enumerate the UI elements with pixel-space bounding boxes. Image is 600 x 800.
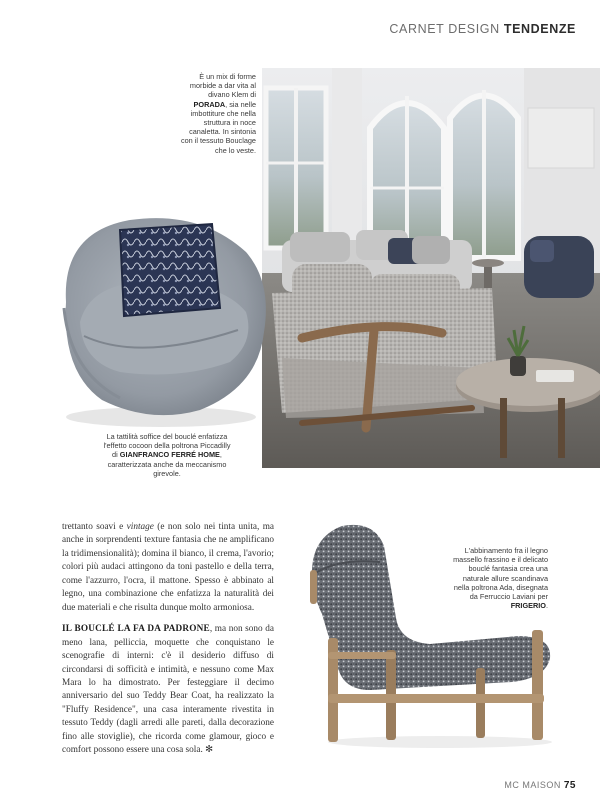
caption-porada <box>176 72 256 155</box>
paragraph-2 <box>62 623 274 758</box>
damask-cushion <box>120 224 220 316</box>
caption-gianfranco-text: La tattilità soffice del bouclé enfatizza l'effetto cocoon della poltrona Piccadilly di <box>103 432 231 460</box>
blue-armchair <box>524 236 594 298</box>
caption-frigerio <box>450 546 548 610</box>
brand-gianfranco: GIANFRANCO FERRÉ HOME <box>119 450 220 460</box>
italic-vintage: vintage <box>126 522 154 532</box>
caption-porada-text: È un mix di forme morbide a dar vita al divano Klem di <box>189 72 256 100</box>
brand-porada: PORADA <box>193 99 226 109</box>
caption-frigerio-text-end: . <box>545 601 548 611</box>
paragraph-2-lead: IL BOUCLÉ LA FA DA PADRONE <box>62 624 210 635</box>
article-body <box>62 521 274 758</box>
caption-frigerio-text: L'abbinamento fra il legno massello frassino e il delicato bouclé fantasia crea una naturale allure scandinava nella poltrona Ada, disegnata da Ferruccio Laviani per <box>453 546 548 602</box>
caption-gianfranco <box>102 432 232 478</box>
header-section: CARNET DESIGN <box>389 22 500 36</box>
caption-gianfranco-text-end: , caratterizzata anche da meccanismo girevole. <box>107 450 227 478</box>
end-mark-icon: ✻ <box>205 745 213 756</box>
piccadilly-armchair-photo <box>50 212 272 430</box>
window-left <box>266 88 326 248</box>
running-header <box>389 22 576 36</box>
page-footer <box>504 780 576 791</box>
window-right <box>450 90 518 258</box>
brand-frigerio: FRIGERIO <box>510 601 546 611</box>
magazine-name: MC MAISON <box>504 780 561 790</box>
header-topic: TENDENZE <box>503 22 576 36</box>
paragraph-2-text: , ma non sono da meno lana, pelliccia, moquette che conquistano le scenografie di interni: c'è il desiderio diffuso di circondarsi di sofficità e intimità, e nessuno come Max Mara lo ha dimostrato. Per festeggiare il decimo anniversario del suo Teddy Bear Coat, ha realizzato la "Fluffy Residence", una casa interamente rivestita in tessuto Teddy (dagli arredi alle pareti, dalla decorazione fino alle stoviglie), che ricorda come glamour, gioco e comfort possono essere una cosa sola. <box>62 624 274 756</box>
paragraph-1-start: trettanto soavi e <box>62 522 127 532</box>
paragraph-1 <box>62 521 274 615</box>
paragraph-1-rest: (e non solo nei tinta unita, ma anche in sorprendenti texture fantasia che ne amplificano la tridimensionalità); domina il bianco, il crema, l'avorio; colori più audaci attingono da toni pastello e della terra, come l'azzurro, l'ocra, il mattone. Spesso è abbinato al legno, una combinazione che enfatizza la naturalità dei due materiali e che risulta dunque molto armoniosa. <box>62 522 274 613</box>
caption-porada-text-end: , sia nelle imbottiture che nella struttura in noce canaletta. In sintonia con il tessuto Bouclage che lo veste. <box>180 99 256 155</box>
living-room-photo <box>262 68 600 468</box>
page-number: 75 <box>563 780 576 791</box>
